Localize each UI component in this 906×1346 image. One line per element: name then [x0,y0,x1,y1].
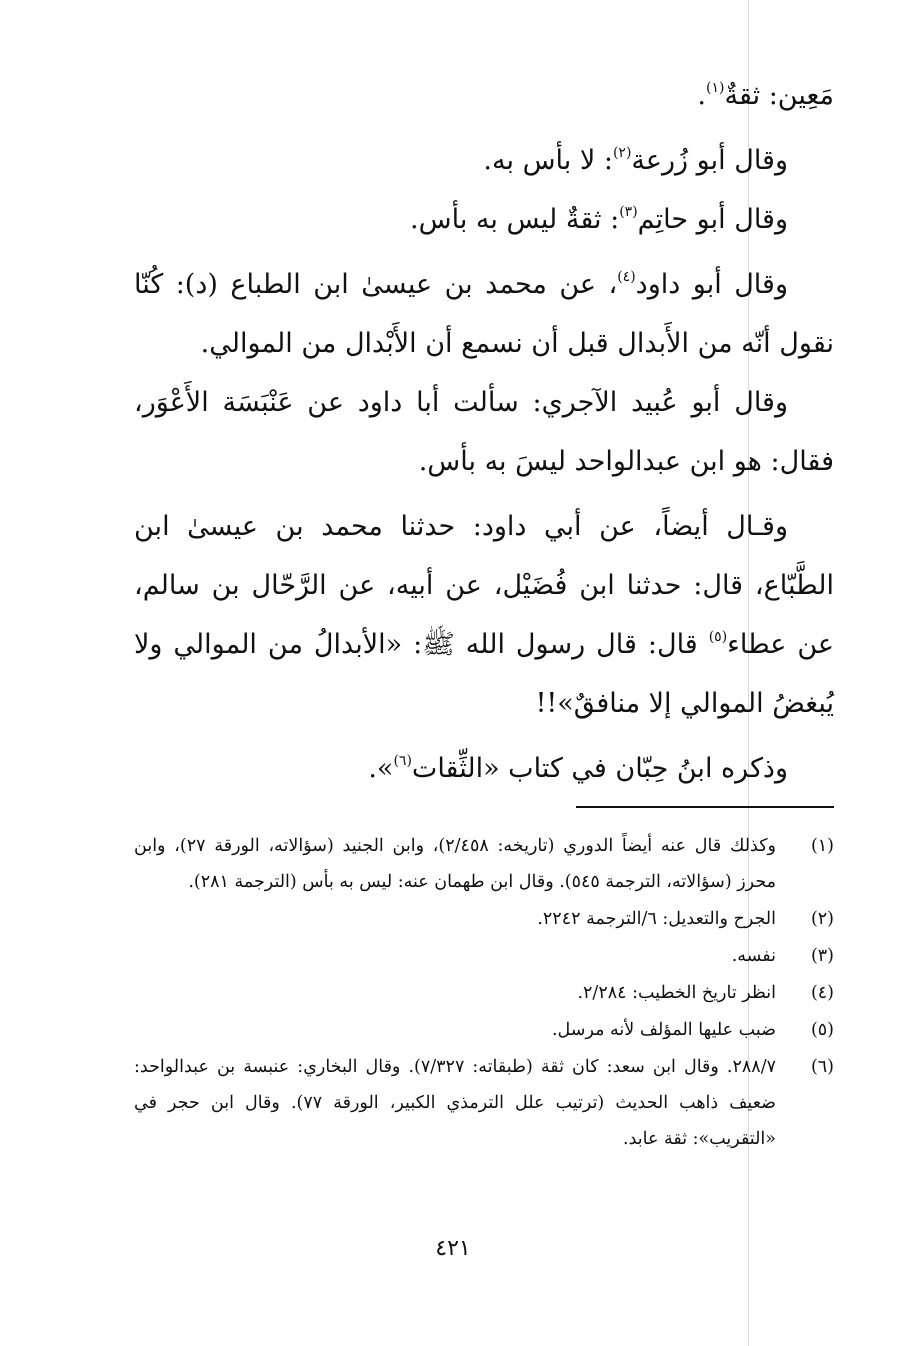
footnote-5 [134,1012,834,1048]
footnote-ref-5[interactable]: (٥) [708,629,728,645]
footnote-ref-3[interactable]: (٣) [619,204,638,220]
footnote-text: نفسه. [731,946,776,966]
footnote-6 [134,1049,834,1157]
main-text [134,66,834,798]
footnote-number: (٣) [810,946,834,966]
footnote-ref-1[interactable]: (١) [706,80,725,96]
paragraph-6: وقـال أيضاً، عن أبي داود: حدثنا محمد بن عيسىٰ ابن الطَّبّاع، قال: حدثنا ابن فُضَيْل، عن أبيه، عن الرَّحّال بن سالم، عن عطاء$^{(٥)}$ قال: قال رسول الله ﷺ: «الأبدالُ من الموالي ولا يُبغضُ الموالي إلا منافقٌ»!! [134,511,834,719]
footnote-text: ٢٨٨/٧. وقال ابن سعد: كان ثقة (طبقاته: ٧/٣٢٧). وقال البخاري: عنبسة بن عبدالواحد: ضعيف ذاهب الحديث (ترتيب علل الترمذي الكبير، الورقة ٧٧). وقال ابن حجر في «التقريب»: ثقة عابد. [134,1057,776,1149]
footnote-4 [134,975,834,1011]
paragraph-7: وذكره ابنُ حِبّان في كتاب «الثِّقات$^{(٦)}$». [368,753,788,784]
paragraph-5: وقال أبو عُبيد الآجري: سألت أبا داود عن عَنْبَسَة الأَعْوَر، فقال: هو ابن عبدالواحد ليسَ به بأس. [134,387,834,477]
footnote-ref-4[interactable]: (٤) [617,269,636,285]
paragraph-2: وقال أبو زُرعة$^{(٢)}$: لا بأس به. [483,145,788,176]
footnote-3 [134,938,834,974]
footnote-ref-2[interactable]: (٢) [612,145,632,161]
footnote-text: انظر تاريخ الخطيب: ٢/٢٨٤. [577,983,776,1003]
footnote-text: وكذلك قال عنه أيضاً الدوري (تاريخه: ٢/٤٥٨)، وابن الجنيد (سؤالاته، الورقة ٢٧)، وابن محرز (سؤالاته، الترجمة ٥٤٥). وقال ابن طهمان عنه: ليس به بأس (الترجمة ٢٨١). [134,836,777,892]
footnote-separator [576,806,834,808]
paragraph-3: وقال أبو حاتِم$^{(٣)}$: ثقةٌ ليس به بأس. [410,204,788,235]
footnote-2 [134,901,834,937]
footnote-number: (١) [810,836,834,856]
footnote-text: ضبب عليها المؤلف لأنه مرسل. [551,1020,776,1040]
footnote-1 [134,828,834,900]
footnote-number: (٦) [810,1057,834,1077]
paragraph-1: مَعِين: ثقةٌ$^{(١)}$. [697,80,834,111]
paragraph-4: وقال أبو داود$^{(٤)}$، عن محمد بن عيسىٰ ابن الطباع (د): كُنّا نقول أنّه من الأَبدال قبل أن نسمع أن الأَبْدال من الموالي. [134,269,834,359]
footnote-number: (٥) [810,1020,834,1040]
footnote-ref-6[interactable]: (٦) [393,753,412,769]
footnote-number: (٤) [810,983,834,1003]
footnote-number: (٢) [810,909,834,929]
page-number: ٤٢١ [435,1236,471,1261]
footnote-text: الجرح والتعديل: ٦/الترجمة ٢٢٤٢. [537,909,776,929]
footnotes [134,828,834,1157]
